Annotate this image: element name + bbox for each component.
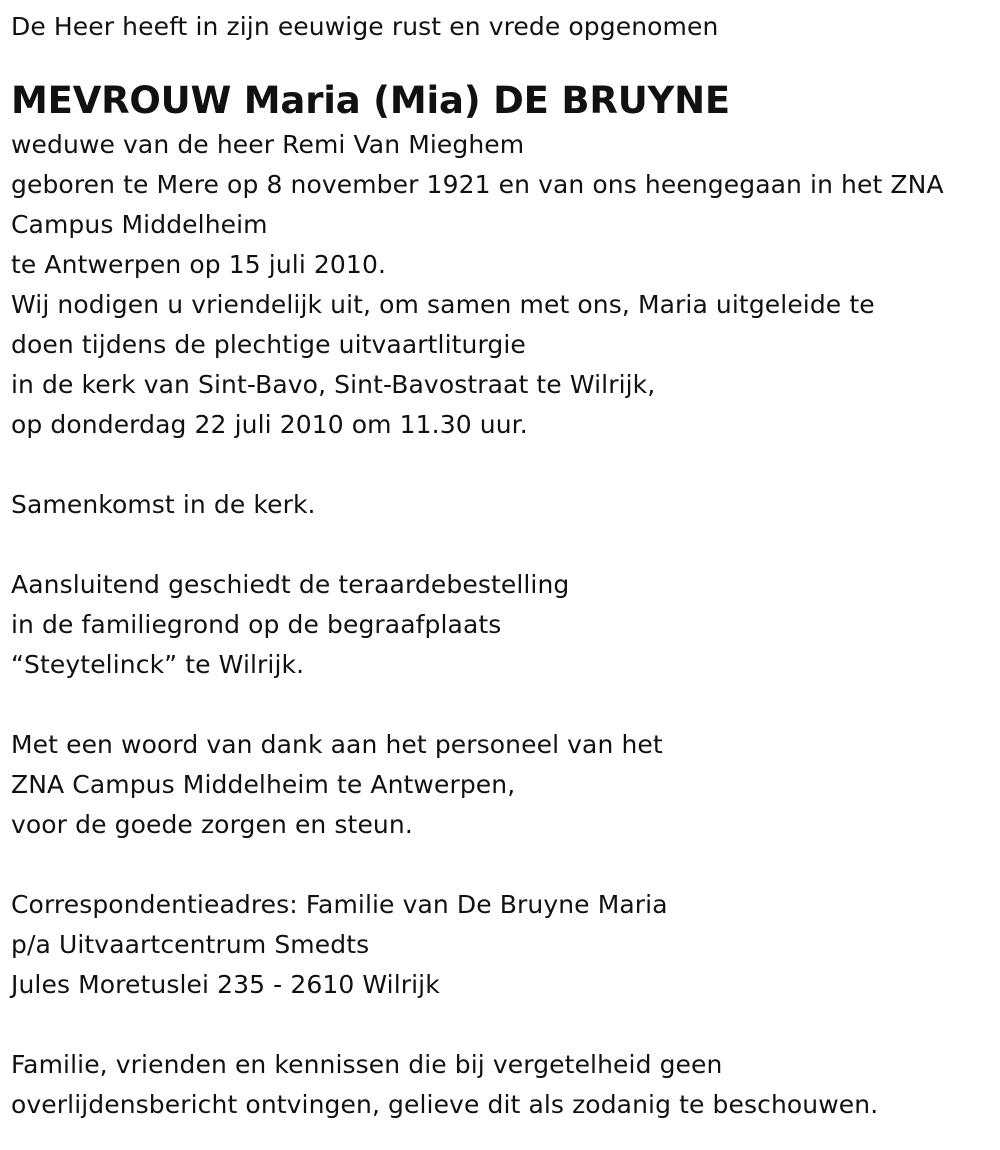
thanks-line: ZNA Campus Middelheim te Antwerpen, [11, 770, 516, 799]
correspondence-line: Correspondentieadres: Familie van De Bruyne Maria [11, 890, 668, 919]
gathering-text: Samenkomst in de kerk. [11, 490, 316, 519]
detail-line: Wij nodigen u vriendelijk uit, om samen met ons, Maria uitgeleide te [11, 290, 875, 319]
spacer [11, 525, 991, 565]
correspondence-section [11, 885, 991, 1005]
thanks-section [11, 725, 991, 845]
detail-line: te Antwerpen op 15 juli 2010. [11, 250, 386, 279]
burial-line: “Steytelinck” te Wilrijk. [11, 650, 305, 679]
thanks-line: voor de goede zorgen en steun. [11, 810, 413, 839]
detail-line: op donderdag 22 juli 2010 om 11.30 uur. [11, 410, 528, 439]
intro-text: De Heer heeft in zijn eeuwige rust en vrede opgenomen [11, 12, 719, 41]
detail-line: weduwe van de heer Remi Van Mieghem [11, 130, 525, 159]
spacer [11, 845, 991, 885]
correspondence-line: Jules Moretuslei 235 - 2610 Wilrijk [11, 970, 440, 999]
death-notice [11, 7, 991, 1125]
spacer [11, 1005, 991, 1045]
detail-line: geboren te Mere op 8 november 1921 en van ons heengegaan in het ZNA [11, 170, 944, 199]
detail-line: doen tijdens de plechtige uitvaartliturgie [11, 330, 526, 359]
closing-section [11, 1045, 991, 1125]
burial-line: in de familiegrond op de begraafplaats [11, 610, 502, 639]
detail-line: in de kerk van Sint-Bavo, Sint-Bavostraat te Wilrijk, [11, 370, 656, 399]
burial-section [11, 565, 991, 685]
spacer [11, 445, 991, 485]
closing-line: Familie, vrienden en kennissen die bij vergetelheid geen [11, 1050, 723, 1079]
closing-line: overlijdensbericht ontvingen, gelieve dit als zodanig te beschouwen. [11, 1090, 879, 1119]
correspondence-line: p/a Uitvaartcentrum Smedts [11, 930, 370, 959]
deceased-name: MEVROUW Maria (Mia) DE BRUYNE [11, 79, 730, 122]
burial-line: Aansluitend geschiedt de teraardebestelling [11, 570, 570, 599]
detail-line: Campus Middelheim [11, 210, 268, 239]
thanks-line: Met een woord van dank aan het personeel van het [11, 730, 663, 759]
details-section [11, 125, 991, 445]
spacer [11, 685, 991, 725]
